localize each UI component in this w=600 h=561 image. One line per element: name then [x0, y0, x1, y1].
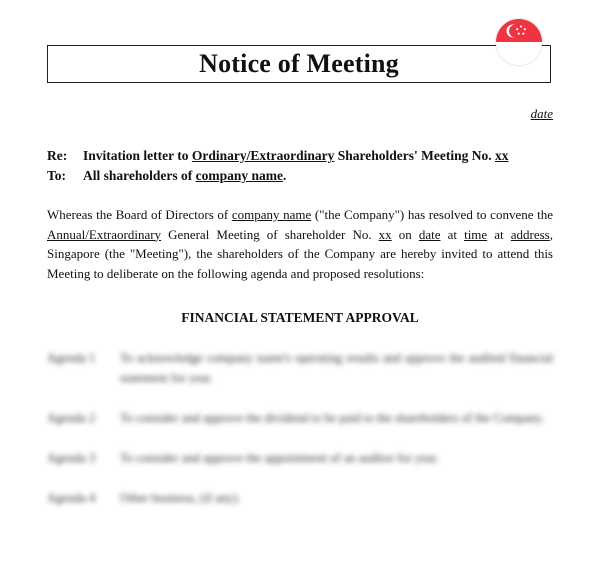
- meeting-type-placeholder: Ordinary/Extraordinary: [191, 148, 335, 163]
- agenda-label: Agenda 2: [47, 411, 96, 425]
- agenda-label: Agenda 1: [47, 351, 96, 365]
- company-name-placeholder: company name: [231, 207, 312, 222]
- body-text-3: General Meeting of shareholder No.: [161, 226, 379, 242]
- intro-paragraph: [47, 205, 553, 283]
- agenda-text: Other business, (if any).: [120, 491, 241, 505]
- body-text-1: Whereas the Board of Directors of: [47, 207, 232, 222]
- to-prefix: All shareholders of: [83, 168, 196, 183]
- date-placeholder: date: [530, 106, 553, 121]
- agenda-item: [47, 448, 553, 468]
- agenda-text: To consider and approve the dividend to be paid to the shareholders of the Company.: [120, 411, 545, 425]
- agenda-label: Agenda 3: [47, 451, 96, 465]
- re-label: Re:: [47, 148, 68, 163]
- to-suffix: .: [283, 168, 287, 183]
- agenda-text: To consider and approve the appointment of an auditor for year.: [120, 451, 439, 465]
- re-middle: Shareholders' Meeting No.: [334, 148, 495, 163]
- agenda-item: [47, 408, 553, 428]
- address-block: [47, 146, 508, 186]
- body-text-7: , Singapore (the "Meeting"), the shareholders of the Company are hereby invited to attend this Meeting to deliberate on the following agenda and proposed resolutions:: [47, 226, 553, 281]
- body-text-2: ("the Company") has resolved to convene the: [311, 207, 553, 222]
- meeting-number-placeholder: xx: [378, 226, 392, 242]
- body-text-5: at: [440, 226, 465, 242]
- re-content: [83, 148, 508, 164]
- to-content: [83, 168, 286, 184]
- section-heading: FINANCIAL STATEMENT APPROVAL: [181, 310, 419, 325]
- address-placeholder: address: [510, 226, 550, 242]
- company-name-placeholder: company name: [195, 168, 284, 183]
- agenda-text: To acknowledge company name's operating results and approve the audited financial statement for year.: [120, 351, 553, 385]
- re-line: [47, 146, 508, 166]
- agenda-item: [47, 488, 553, 508]
- to-line: [47, 166, 508, 186]
- body-text-6: at: [487, 226, 511, 242]
- to-label: To:: [47, 168, 67, 183]
- re-prefix: Invitation letter to: [83, 148, 192, 163]
- agenda-label: Agenda 4: [47, 491, 96, 505]
- meeting-number-placeholder: xx: [494, 148, 509, 163]
- agenda-list: [47, 348, 553, 528]
- title-box: [47, 45, 551, 83]
- time-placeholder: time: [464, 226, 488, 242]
- meeting-kind-placeholder: Annual/Extraordinary: [47, 226, 162, 242]
- body-text-4: on: [391, 226, 419, 242]
- date-placeholder: date: [418, 226, 441, 242]
- page-title: Notice of Meeting: [199, 49, 399, 78]
- agenda-item: [47, 348, 553, 388]
- singapore-flag-icon: [496, 19, 542, 65]
